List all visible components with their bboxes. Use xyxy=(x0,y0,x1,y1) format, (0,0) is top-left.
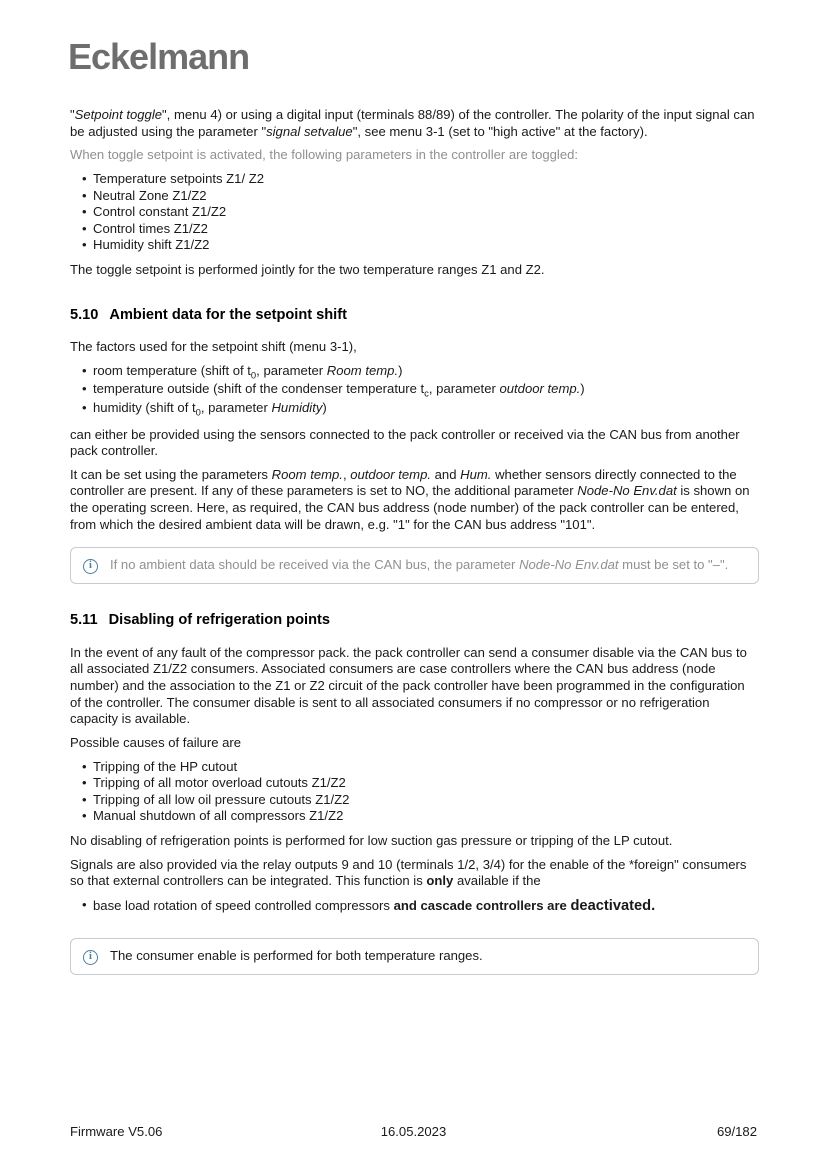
text-run: It can be set using the parameters xyxy=(70,466,272,482)
text-run: outdoor temp. xyxy=(350,466,432,482)
text-run: whether sensors directly connected to the controller are present. If any of these parameters is set to NO, the additional parameter xyxy=(70,466,737,499)
page-footer xyxy=(70,1124,757,1139)
text-run: , parameter xyxy=(256,362,327,378)
text-run: Humidity shift Z1/Z2 xyxy=(93,237,210,253)
text-run: Tripping of the HP cutout xyxy=(93,758,238,774)
text-run: Control constant Z1/Z2 xyxy=(93,204,227,220)
text-run: 0 xyxy=(195,406,201,418)
bullet-item xyxy=(82,221,759,238)
text-run: ) xyxy=(580,381,585,397)
info-box xyxy=(70,547,759,584)
bullet-item xyxy=(82,171,759,188)
bullet-item xyxy=(82,400,759,419)
text-run: and xyxy=(431,466,461,482)
text-run: and cascade controllers are xyxy=(393,897,571,913)
info-text xyxy=(110,557,744,574)
text-run: In the event of any fault of the compressor pack. the pack controller can send a consumer disable via the CAN bus to all associated Z1/Z2 consumers. Associated consumers are case controllers where the CAN bus address (node number) and the association to the Z1 or Z2 circuit of the pack controller have been programmed in the configuration of the controller. The consumer disable is sent to all associated consumers if no compressor or no refrigeration capacity is available. xyxy=(70,644,747,727)
text-run: Hum. xyxy=(460,466,492,482)
text-run: Node-No Env.dat xyxy=(519,557,619,573)
text-run: outdoor temp. xyxy=(499,381,581,397)
bullet-item xyxy=(82,775,759,792)
text-run: ", see menu 3-1 (set to "high active" at the factory). xyxy=(352,123,648,139)
section-title: Ambient data for the setpoint shift xyxy=(109,306,347,323)
text-run: Tripping of all motor overload cutouts Z1/Z2 xyxy=(93,775,346,791)
text-run: No disabling of refrigeration points is performed for low suction gas pressure or tripping of the LP cutout. xyxy=(70,833,673,849)
text-run: , xyxy=(342,466,351,482)
info-icon: i xyxy=(83,559,98,574)
text-run: Humidity xyxy=(271,399,323,415)
text-run: room temperature (shift of t xyxy=(93,362,251,378)
text-run: Node-No Env.dat xyxy=(577,483,677,499)
footer-page-number: 69/182 xyxy=(716,1124,757,1139)
paragraph xyxy=(70,645,759,728)
text-run: Neutral Zone Z1/Z2 xyxy=(93,187,207,203)
text-run: Setpoint toggle xyxy=(74,107,163,122)
paragraph xyxy=(70,262,759,279)
text-run: deactivated. xyxy=(570,897,656,914)
paragraph xyxy=(70,107,759,140)
text-run: , parameter xyxy=(200,399,272,415)
text-run: must be set to "–". xyxy=(618,557,729,573)
bullet-item xyxy=(82,237,759,254)
company-logo: Eckelmann xyxy=(68,36,250,77)
text-run: Room temp. xyxy=(326,362,399,378)
section-number: 5.10 xyxy=(70,306,99,323)
bullet-item xyxy=(82,897,759,916)
bullet-list xyxy=(70,759,759,826)
text-run: signal setvalue xyxy=(266,123,353,139)
bullet-item xyxy=(82,204,759,221)
footer-firmware-version: Firmware V5.06 xyxy=(70,1124,163,1139)
section-heading xyxy=(70,306,759,325)
text-run: temperature outside (shift of the condenser temperature t xyxy=(93,381,425,397)
section-heading xyxy=(70,611,759,630)
bullet-item xyxy=(82,808,759,825)
document-content xyxy=(70,107,759,987)
text-run: When toggle setpoint is activated, the following parameters in the controller are toggled: xyxy=(70,147,579,163)
text-run: The factors used for the setpoint shift (menu 3-1), xyxy=(70,339,357,355)
paragraph xyxy=(70,467,759,534)
text-run: Possible causes of failure are xyxy=(70,734,242,750)
text-run: If no ambient data should be received via the CAN bus, the parameter xyxy=(110,557,520,573)
text-run: ", menu 4) or using a digital input (terminals 88/89) of the controller. The polarity of the input signal can be adjusted using the parameter " xyxy=(70,107,755,139)
paragraph xyxy=(70,427,759,460)
text-run: ) xyxy=(322,399,327,415)
text-run: base load rotation of speed controlled compressors xyxy=(93,897,394,913)
text-run: Room temp. xyxy=(271,466,343,482)
paragraph xyxy=(70,339,759,356)
paragraph xyxy=(70,735,759,752)
bullet-list xyxy=(70,897,759,916)
bullet-item xyxy=(82,792,759,809)
info-box xyxy=(70,938,759,975)
text-run: Temperature setpoints Z1/ Z2 xyxy=(93,170,265,186)
text-run: Signals are also provided via the relay outputs 9 and 10 (terminals 1/2, 3/4) for the enable of the *foreign" consumers so that external controllers can be integrated. This function is xyxy=(70,856,747,889)
text-run: The toggle setpoint is performed jointly for the two temperature ranges Z1 and Z2. xyxy=(70,262,545,277)
text-run: only xyxy=(426,873,454,889)
paragraph xyxy=(70,147,759,164)
bullet-list xyxy=(70,363,759,419)
bullet-item xyxy=(82,188,759,205)
info-icon: i xyxy=(83,950,98,965)
bullet-item xyxy=(82,363,759,382)
text-run: humidity (shift of t xyxy=(93,399,196,415)
text-run: " xyxy=(70,107,75,122)
section-number: 5.11 xyxy=(70,612,98,629)
paragraph xyxy=(70,833,759,850)
text-run: can either be provided using the sensors connected to the pack controller or received via the CAN bus from another pack controller. xyxy=(70,426,740,459)
text-run: Tripping of all low oil pressure cutouts Z1/Z2 xyxy=(93,791,350,807)
section-title: Disabling of refrigeration points xyxy=(108,612,330,629)
text-run: Manual shutdown of all compressors Z1/Z2 xyxy=(93,808,344,824)
text-run: , parameter xyxy=(428,381,500,397)
paragraph xyxy=(70,857,759,890)
info-text xyxy=(110,948,744,965)
text-run: The consumer enable is performed for both temperature ranges. xyxy=(110,947,483,963)
text-run: c xyxy=(424,387,429,399)
text-run: available if the xyxy=(453,873,541,889)
text-run: 0 xyxy=(250,369,257,381)
bullet-item xyxy=(82,759,759,776)
text-run: is shown on the operating screen. Here, as required, the CAN bus address (node number) of the pack controller can be entered, from which the desired ambient data will be drawn, e.g. "1" for the CAN bus address "101". xyxy=(70,483,750,532)
text-run: Control times Z1/Z2 xyxy=(93,220,208,236)
footer-date: 16.05.2023 xyxy=(380,1124,447,1139)
bullet-item xyxy=(82,381,759,400)
bullet-list xyxy=(70,171,759,254)
text-run: ) xyxy=(398,362,403,378)
